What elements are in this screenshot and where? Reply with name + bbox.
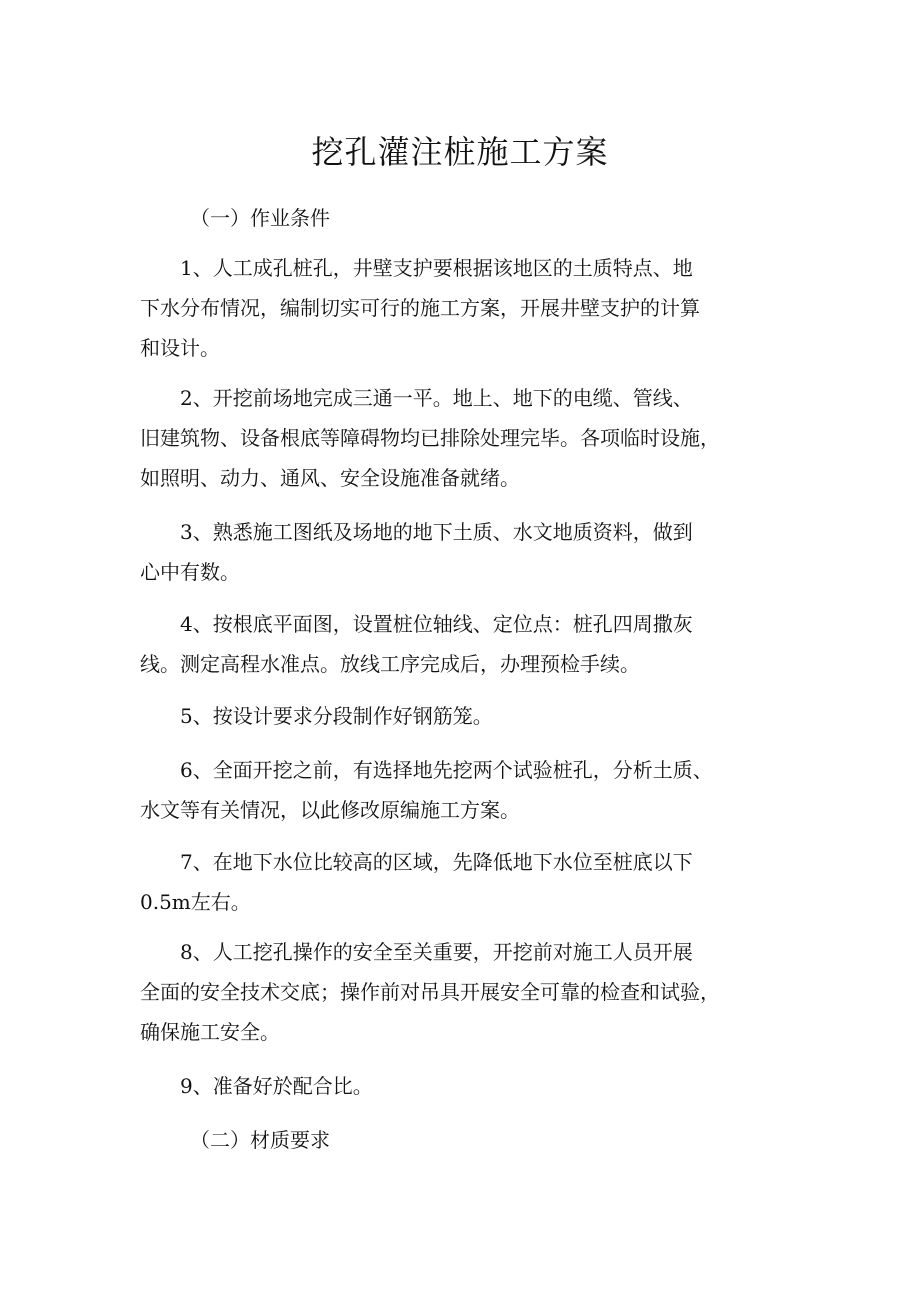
paragraph-line: 1、人工成孔桩孔，井壁支护要根据该地区的土质特点、地 <box>140 256 693 280</box>
paragraph-line: 和设计。 <box>140 336 220 360</box>
paragraph-item-7 <box>140 842 800 922</box>
paragraph-item-5 <box>140 696 800 736</box>
section-heading-material-requirements: （二）材质要求 <box>190 1128 330 1152</box>
paragraph-line: 全面的安全技术交底；操作前对吊具开展安全可靠的检查和试验， <box>140 980 720 1004</box>
paragraph-item-4 <box>140 604 800 684</box>
paragraph-line: 8、人工挖孔操作的安全至关重要，开挖前对施工人员开展 <box>140 940 693 964</box>
paragraph-item-9 <box>140 1066 800 1106</box>
paragraph-line: 心中有数。 <box>140 560 240 584</box>
paragraph-line: 6、全面开挖之前，有选择地先挖两个试验桩孔，分析土质、 <box>140 758 713 782</box>
paragraph-line: 线。测定高程水准点。放线工序完成后，办理预检手续。 <box>140 652 640 676</box>
paragraph-line: 7、在地下水位比较高的区域，先降低地下水位至桩底以下 <box>140 850 693 874</box>
paragraph-item-2 <box>140 378 800 498</box>
paragraph-item-8 <box>140 932 800 1052</box>
paragraph-line: 9、准备好於配合比。 <box>140 1074 373 1098</box>
paragraph-line: 0.5m左右。 <box>140 890 251 914</box>
document-title: 挖孔灌注桩施工方案 <box>311 133 609 171</box>
paragraph-line: 水文等有关情况，以此修改原编施工方案。 <box>140 798 520 822</box>
paragraph-item-6 <box>140 750 800 830</box>
paragraph-line: 下水分布情况，编制切实可行的施工方案，开展井壁支护的计算 <box>140 296 700 320</box>
paragraph-line: 4、按根底平面图，设置桩位轴线、定位点：桩孔四周撒灰 <box>140 612 693 636</box>
paragraph-item-3 <box>140 512 800 592</box>
paragraph-line: 确保施工安全。 <box>140 1020 280 1044</box>
paragraph-item-1 <box>140 248 800 368</box>
paragraph-line: 如照明、动力、通风、安全设施准备就绪。 <box>140 466 520 490</box>
paragraph-line: 旧建筑物、设备根底等障碍物均已排除处理完毕。各项临时设施， <box>140 426 720 450</box>
paragraph-line: 5、按设计要求分段制作好钢筋笼。 <box>140 704 493 728</box>
paragraph-line: 3、熟悉施工图纸及场地的地下土质、水文地质资料，做到 <box>140 520 693 544</box>
paragraph-line: 2、开挖前场地完成三通一平。地上、地下的电缆、管线、 <box>140 386 693 410</box>
section-heading-work-conditions: （一）作业条件 <box>190 206 330 230</box>
